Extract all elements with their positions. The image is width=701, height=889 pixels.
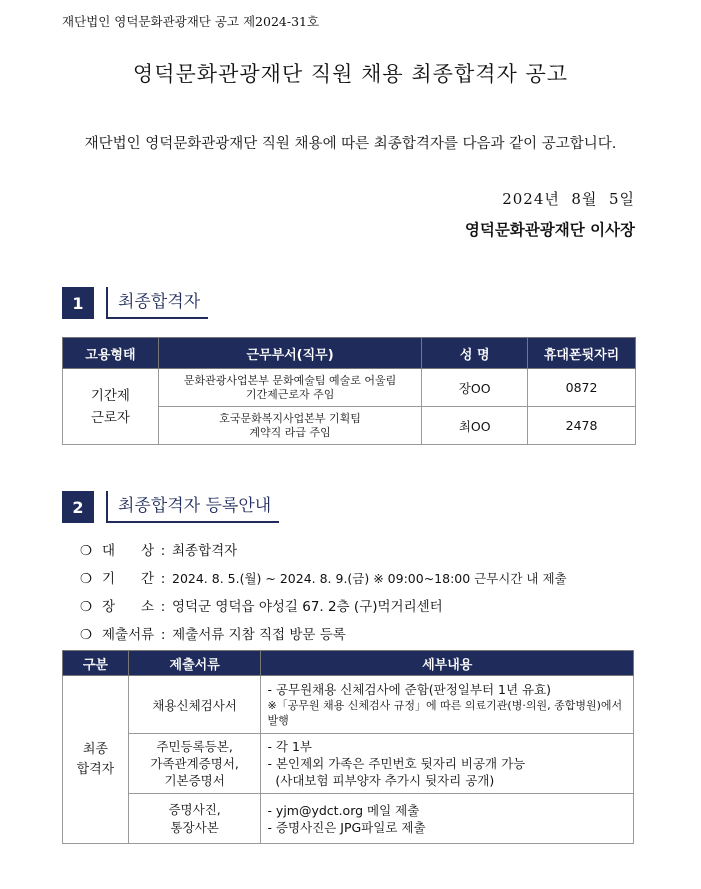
department-line: 기간제근로자 주임	[245, 387, 335, 401]
name-cell: 최OO	[422, 407, 528, 445]
detail-line: (사대보험 피부양자 추가시 뒷자리 공개)	[267, 773, 495, 788]
header-category: 구분	[63, 651, 129, 676]
section2-title: 최종합격자 등록안내	[106, 491, 279, 523]
announcement-date: 2024년 8월 5일	[502, 190, 635, 208]
employment-type-cell: 기간제 근로자	[63, 369, 159, 445]
header-employment-type: 고용형태	[63, 338, 159, 369]
circle-bullet-icon: ❍	[80, 543, 93, 559]
department-cell	[158, 369, 421, 407]
phone-cell: 0872	[528, 369, 636, 407]
section2-heading	[62, 491, 279, 523]
department-cell	[158, 407, 421, 445]
header-documents: 제출서류	[128, 651, 261, 676]
documents-table	[62, 650, 634, 844]
bullet-label	[102, 565, 154, 593]
name-cell: 장OO	[422, 369, 528, 407]
bullet-colon: :	[160, 571, 166, 587]
list-item	[80, 593, 567, 621]
section2-number: 2	[62, 491, 94, 523]
table-header-row	[63, 338, 636, 369]
circle-bullet-icon: ❍	[80, 599, 93, 615]
bullet-colon: :	[160, 627, 166, 643]
detail-line: - 공무원채용 신체검사에 준함(판정일부터 1년 유효)	[267, 682, 552, 697]
list-item	[80, 565, 567, 593]
bullet-value: 제출서류 지참 직접 방문 등록	[172, 627, 346, 643]
detail-line: - yjm@ydct.org 메일 제출	[267, 802, 420, 818]
finalists-table	[62, 337, 636, 445]
table-row	[63, 676, 634, 734]
issuer: 영덕문화관광재단 이사장	[464, 221, 635, 239]
bullet-colon: :	[160, 543, 166, 559]
phone-cell: 2478	[528, 407, 636, 445]
label-char: 장	[102, 599, 116, 615]
document-name-cell: 주민등록등본, 가족관계증명서, 기본증명서	[128, 734, 261, 794]
header-department: 근무부서(직무)	[158, 338, 421, 369]
label-char: 상	[140, 543, 154, 559]
detail-line: - 증명사진은 JPG파일로 제출	[267, 819, 426, 835]
details-cell	[261, 676, 634, 734]
page-title: 영덕문화관광재단 직원 채용 최종합격자 공고	[132, 62, 569, 86]
header-name: 성 명	[422, 338, 528, 369]
circle-bullet-icon: ❍	[80, 571, 93, 587]
category-cell: 최종 합격자	[63, 676, 129, 844]
document-name-cell: 증명사진, 통장사본	[128, 794, 261, 844]
detail-line: - 본인제외 가족은 주민번호 뒷자리 비공개 가능	[267, 756, 526, 771]
section1-title: 최종합격자	[106, 287, 208, 319]
circle-bullet-icon: ❍	[80, 627, 93, 643]
bullet-colon: :	[160, 599, 166, 615]
document-number: 재단법인 영덕문화관광재단 공고 제2024-31호	[62, 14, 320, 29]
document-name-cell: 채용신체검사서	[128, 676, 261, 734]
list-item	[80, 537, 567, 565]
bullet-label	[102, 593, 154, 621]
bullet-label: 제출서류	[102, 627, 155, 643]
detail-note: ※「공무원 채용 신체검사 규정」에 따른 의료기관(병·의원, 종합병원)에서 발행	[267, 699, 623, 727]
table-header-row	[63, 651, 634, 676]
table-row	[63, 734, 634, 794]
label-char: 간	[140, 571, 154, 587]
bullet-value: 최종합격자	[172, 543, 238, 559]
bullet-value: 2024. 8. 5.(월) ~ 2024. 8. 9.(금) ※ 09:00~18:00 근무시간 내 제출	[172, 571, 567, 586]
table-row	[63, 794, 634, 844]
details-cell	[261, 734, 634, 794]
registration-info-list	[80, 537, 567, 649]
detail-line: - 각 1부	[267, 739, 312, 754]
list-item	[80, 621, 567, 649]
label-char: 대	[102, 543, 116, 559]
department-line: 계약직 라급 주임	[249, 425, 331, 439]
bullet-value: 영덕군 영덕읍 야성길 67. 2층 (구)먹거리센터	[172, 599, 443, 615]
header-phone: 휴대폰뒷자리	[528, 338, 636, 369]
bullet-label	[102, 537, 154, 565]
label-char: 기	[102, 571, 116, 587]
department-line: 문화관광사업본부 문화예술팀 예술로 어울림	[183, 373, 397, 387]
department-line: 호국문화복지사업본부 기획팀	[219, 411, 361, 425]
table-row	[63, 369, 636, 407]
details-cell	[261, 794, 634, 844]
label-char: 소	[140, 599, 154, 615]
intro-text: 재단법인 영덕문화관광재단 직원 채용에 따른 최종합격자를 다음과 같이 공고합니다.	[84, 136, 617, 152]
section1-number: 1	[62, 287, 94, 319]
header-details: 세부내용	[261, 651, 634, 676]
section1-heading	[62, 287, 208, 319]
